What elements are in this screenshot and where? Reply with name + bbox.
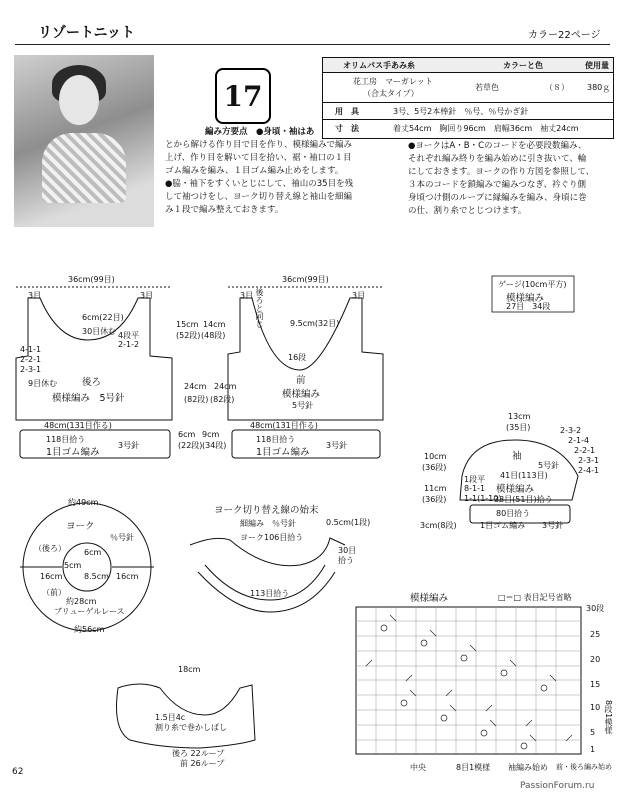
- site-watermark: PassionForum.ru: [520, 781, 595, 791]
- note-line: ●ヨークはA・B・Cのコードを必要段数編み、: [408, 141, 587, 151]
- front-hem: 48cm(131目作る): [250, 421, 318, 430]
- chart-symbols: [366, 615, 572, 749]
- yoke-c8: 8.5cm: [84, 572, 109, 581]
- sleeve-rib: 1目ゴム編み: [480, 521, 526, 530]
- yoke-bruges: ブリューゲルレース: [54, 607, 125, 616]
- loop-note1: 1.5目4c: [155, 713, 186, 722]
- front-neck2: 16段: [288, 353, 307, 362]
- sleeve-h1: 10cm: [424, 452, 447, 461]
- sleeve-rib-needle: 3号針: [542, 521, 564, 530]
- sleeve-pattern: 模様編み: [496, 484, 535, 495]
- spec-color-no: （８）: [545, 83, 569, 92]
- note-line: とから解ける作り目で目を作り、模様編みで編み: [165, 140, 353, 150]
- sleeve-pick2: 80目拾う: [496, 509, 531, 518]
- sleeve-top2: (35目): [506, 423, 531, 432]
- sleeve-side: 1段平: [464, 475, 486, 484]
- front-h2: 24cm: [214, 382, 237, 391]
- chart-bottom-body: 前・後ろ編み始め: [556, 763, 612, 771]
- gauge-line1: 模様編み: [506, 293, 545, 304]
- yoke-name: ヨーク: [66, 521, 95, 532]
- back-c3r: 3目: [140, 291, 154, 300]
- loop-back: 後ろ 22ループ: [172, 749, 225, 758]
- note-line: して袖つけをし、ヨーク切り替え線と袖山を細編: [165, 192, 353, 202]
- back-neck2: 30目休む: [82, 327, 117, 336]
- chart-bottom-center: 中央: [410, 763, 426, 772]
- front-needle: 3号針: [326, 441, 348, 450]
- yoke-front: （前）: [42, 588, 66, 597]
- note-line: 上げ、作り目を解いて目を拾い、裾・袖口の１目: [165, 153, 352, 163]
- back-name: 後ろ: [82, 377, 102, 388]
- page-title: リゾートニット: [38, 25, 135, 41]
- sleeve-h2b: (36段): [422, 495, 447, 504]
- front-c3r: 3目: [352, 291, 366, 300]
- sleeve-dec4: 2-3-1: [578, 456, 600, 465]
- sleeve-h1b: (36段): [422, 463, 447, 472]
- note-line: ３本のコードを鎖編みで編みつなぎ、衿ぐり側: [408, 180, 586, 190]
- front-pick: 118目拾う: [256, 435, 296, 444]
- back-c3l: 3目: [28, 291, 42, 300]
- spec-yarn-sub: （合太タイプ）: [363, 89, 419, 98]
- yoke-c6: 6cm: [84, 548, 102, 557]
- loop-note2: 割り糸で巻かしばし: [155, 723, 227, 732]
- front-rib: 1目ゴム編み: [256, 447, 310, 458]
- back-width: 36cm(99目): [68, 275, 115, 284]
- back-h3b: (22段): [178, 441, 203, 450]
- chart-bottom-repeat: 8目1模様: [456, 763, 491, 772]
- front-h3: 9cm: [202, 430, 220, 439]
- note-line: にしておきます。ヨークの作り方図を参照して、: [408, 167, 595, 177]
- front-needle1: 5号針: [292, 401, 314, 410]
- chart-legend: □＝□ 表目記号省略: [498, 593, 572, 602]
- back-dec: 2-1-2: [118, 340, 140, 349]
- note-line: それぞれ編み終りを編み始めに引き抜いて、輪: [408, 154, 587, 164]
- note-line: 身頃つけ側のループに縁編みを編み、身頃に巻: [408, 193, 587, 203]
- chart-side-label: 8段1模様: [604, 700, 613, 735]
- sleeve-dec1: 2-3-2: [560, 426, 582, 435]
- back-sleeve-l3: 2-3-1: [20, 365, 42, 374]
- page-number: 62: [12, 767, 24, 777]
- sleeve-side3: 1-1(1-10): [464, 494, 502, 503]
- front-mark: 14cm: [203, 320, 226, 329]
- sleeve-pick: 33目(51目)拾う: [494, 495, 553, 504]
- spec-header-yarn: オリムパス手あみ糸: [343, 61, 415, 70]
- chart-row-10: 10: [590, 703, 601, 712]
- chart-bottom-sleeve: 袖編み始め: [508, 763, 548, 772]
- sleeve-dec2: 2-1-4: [568, 436, 590, 445]
- chart-row-15: 15: [590, 680, 601, 689]
- yoke-back: （後ろ）: [34, 544, 66, 553]
- spec-size-label: 寸 法: [335, 124, 359, 133]
- front-width: 36cm(99目): [282, 275, 329, 284]
- yoke-outer: 約49cm: [68, 498, 99, 507]
- color-page-ref: カラー22ページ: [528, 30, 601, 41]
- spec-tools-label: 用 具: [335, 107, 359, 116]
- back-pick: 118目拾う: [46, 435, 86, 444]
- front-pattern: 模様編み: [282, 389, 321, 400]
- spec-header-amount: 使用量: [585, 61, 609, 70]
- yoke-cut-pick: ヨーク106目拾う: [240, 533, 304, 542]
- sleeve-dec3: 2-2-1: [574, 446, 596, 455]
- spec-amount: 380ｇ: [587, 83, 611, 92]
- spec-header-color: カラーと色: [503, 61, 543, 70]
- back-sleeve-l2: 2-2-1: [20, 355, 42, 364]
- back-rib: 1目ゴム編み: [46, 447, 100, 458]
- chart-row-1: 1: [590, 745, 596, 754]
- yoke-cut-side: 0.5cm(1段): [326, 518, 371, 527]
- back-needle: 3号針: [118, 441, 140, 450]
- sleeve-top: 13cm: [508, 412, 531, 421]
- yoke-hook: ％号針: [110, 533, 134, 542]
- sleeve-side2: 8-1-1: [464, 484, 486, 493]
- chart-row-20: 20: [590, 655, 601, 664]
- sleeve-count: 41目(113目): [500, 471, 548, 480]
- note-line: ゴム編みを編み、１目ゴム編み止めをします。: [165, 166, 344, 176]
- spec-color: 若草色: [475, 83, 499, 92]
- front-shoulder: 後ろと同じ: [255, 288, 264, 328]
- back-h2: 24cm: [184, 382, 207, 391]
- chart-gridlines: [356, 607, 581, 754]
- back-h1b: (52段): [176, 331, 201, 340]
- back-h3: 6cm: [178, 430, 196, 439]
- front-name: 前: [296, 375, 306, 386]
- note-line: の仕、割り糸でとじつけます。: [408, 206, 527, 216]
- yoke-c28: 約28cm: [66, 597, 97, 606]
- chart-frame: [356, 607, 581, 754]
- gauge-line2: 27目 34段: [506, 302, 551, 311]
- yoke-s16l: 16cm: [40, 572, 63, 581]
- yoke-cut-r30: 30目: [338, 546, 357, 555]
- loop-outline: [117, 684, 256, 748]
- loop-front: 前 26ループ: [180, 759, 225, 768]
- yoke-cut-r30b: 拾う: [338, 556, 354, 565]
- front-c3l: 3目: [240, 291, 254, 300]
- yoke-cut-bottom: 113目拾う: [250, 589, 290, 598]
- back-raglan: 4段平: [118, 331, 140, 340]
- chart-row-5: 5: [590, 728, 596, 737]
- sleeve-h2: 11cm: [424, 484, 447, 493]
- yoke-cut-title: ヨーク切り替え線の始末: [214, 505, 319, 516]
- gauge-title: ゲージ(10cm平方): [498, 280, 567, 289]
- front-mark2: (48段): [201, 331, 226, 340]
- sleeve-h3: 3cm(8段): [420, 521, 457, 530]
- yoke-c5: 5cm: [64, 561, 82, 570]
- pattern-number-badge: 17: [215, 68, 271, 124]
- chart-row-25: 25: [590, 630, 601, 639]
- spec-tools: 3号、5号2本棒針 ％号、％号かぎ針: [393, 107, 529, 116]
- back-h1: 15cm: [176, 320, 199, 329]
- yoke-cut-stitch: 細編み ％号針: [240, 519, 296, 528]
- sleeve-name: 袖: [512, 451, 522, 462]
- note-line: 編み方要点 ●身頃・袖はあ: [205, 127, 315, 137]
- chart-title: 模様編み: [410, 593, 449, 604]
- back-hem: 48cm(131目作る): [44, 421, 112, 430]
- front-neck: 9.5cm(32目): [290, 319, 340, 328]
- sleeve-needle: 5号針: [538, 461, 560, 470]
- loop-width: 18cm: [178, 665, 201, 674]
- yoke-bottom: 約56cm: [74, 625, 105, 634]
- back-h2b: (82段): [184, 395, 209, 404]
- back-sleeve-l: 4-1-1: [20, 345, 42, 354]
- yoke-s16r: 16cm: [116, 572, 139, 581]
- front-h3b: (34段): [202, 441, 227, 450]
- spec-yarn: 花工房 マーガレット: [353, 77, 433, 86]
- note-line: ●脇・袖下をすくいとじにして、袖山の35目を残: [165, 179, 354, 189]
- sleeve-dec5: 2-4-1: [578, 466, 600, 475]
- back-pattern: 模様編み 5号針: [52, 393, 125, 404]
- back-body-l: 9目休む: [28, 379, 58, 388]
- front-h2b: (82段): [210, 395, 235, 404]
- back-neck: 6cm(22目): [82, 313, 124, 322]
- spec-size: 着丈54cm 胸回り96cm 肩幅36cm 袖丈24cm: [393, 124, 579, 133]
- note-line: み１段で編み整えておきます。: [165, 205, 284, 215]
- chart-row-30: 30段: [586, 604, 605, 613]
